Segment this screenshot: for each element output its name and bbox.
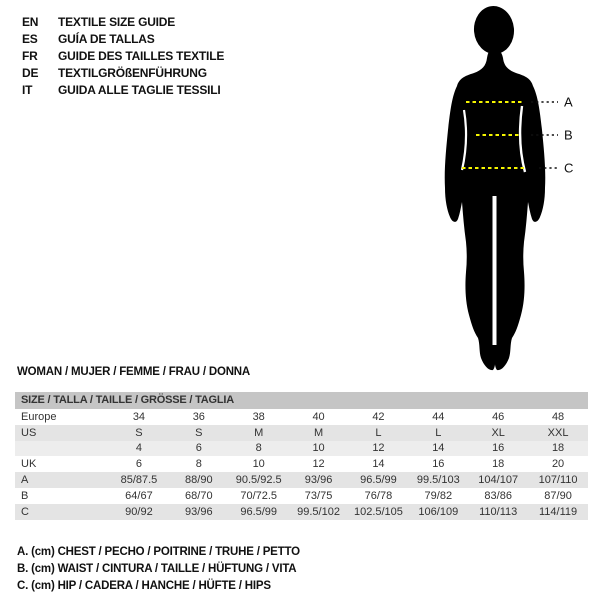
size-value-cell: 90.5/92.5 <box>235 474 282 487</box>
language-code: EN <box>22 14 39 29</box>
size-value-cell: 36 <box>192 410 205 423</box>
size-value-cell: 64/67 <box>125 489 153 502</box>
table-row <box>15 488 588 504</box>
legend-row: B. (cm) WAIST / CINTURA / TAILLE / HÜFTUNG / VITA <box>17 563 297 575</box>
size-value-cell: S <box>135 426 143 439</box>
size-value-cell: M <box>254 426 264 439</box>
language-row <box>22 47 224 64</box>
size-value-cell: M <box>313 426 324 439</box>
size-value-cell: 68/70 <box>185 489 213 502</box>
row-label: A <box>21 474 29 487</box>
size-table <box>15 392 588 520</box>
size-value-cell: 10 <box>252 458 265 471</box>
woman-silhouette-figure <box>400 0 600 390</box>
size-value-cell: XL <box>491 426 505 439</box>
size-value-cell: 73/75 <box>304 489 333 502</box>
language-row <box>22 30 224 47</box>
size-value-cell: 106/109 <box>418 505 459 518</box>
language-code: DE <box>22 65 39 80</box>
size-table-header: SIZE / TALLA / TAILLE / GRÖSSE / TAGLIA <box>15 392 588 409</box>
size-value-cell: 102.5/105 <box>353 505 403 518</box>
size-value-cell: 88/90 <box>185 474 213 487</box>
size-value-cell: S <box>195 426 203 439</box>
guide-title-text: TEXTILE SIZE GUIDE <box>58 14 176 29</box>
size-value-cell: 14 <box>432 442 445 455</box>
size-value-cell: 76/78 <box>364 489 393 502</box>
woman-silhouette <box>445 4 546 370</box>
row-label: UK <box>21 458 37 471</box>
size-value-cell: 18 <box>492 458 505 471</box>
row-label: US <box>21 426 37 439</box>
size-value-cell: 38 <box>252 410 265 423</box>
size-value-cell: 40 <box>312 410 325 423</box>
size-value-cell: 93/96 <box>304 474 333 487</box>
legend-row: C. (cm) HIP / CADERA / HANCHE / HÜFTE / HIPS <box>17 580 271 592</box>
size-value-cell: 87/90 <box>544 489 572 502</box>
size-value-cell: 12 <box>312 458 325 471</box>
row-label: B <box>21 489 29 502</box>
size-value-cell: 16 <box>432 458 445 471</box>
size-value-cell: 34 <box>132 410 146 423</box>
size-value-cell: L <box>375 426 382 439</box>
silhouette-head <box>472 4 516 55</box>
size-value-cell: 44 <box>432 410 445 423</box>
size-value-cell: 6 <box>195 442 202 455</box>
marker-label: B <box>564 127 573 143</box>
table-row <box>15 441 588 457</box>
guide-title-text: TEXTILGRÖßENFÜHRUNG <box>58 65 207 80</box>
language-code: ES <box>22 31 38 46</box>
language-code: FR <box>22 48 38 63</box>
gender-section-title: WOMAN / MUJER / FEMME / FRAU / DONNA <box>17 366 251 378</box>
table-row <box>15 425 588 441</box>
language-code: IT <box>22 82 33 97</box>
size-value-cell: 48 <box>551 410 565 423</box>
marker-label: C <box>564 160 574 176</box>
size-value-cell: 16 <box>492 442 505 455</box>
size-value-cell: 4 <box>135 442 142 455</box>
size-value-cell: 99.5/102 <box>297 505 340 518</box>
guide-title-text: GUIDE DES TAILLES TEXTILE <box>58 48 225 63</box>
size-value-cell: 85/87.5 <box>120 474 158 487</box>
size-value-cell: 14 <box>372 458 385 471</box>
size-value-cell: 96.5/99 <box>360 474 397 487</box>
size-value-cell: 96.5/99 <box>240 505 278 518</box>
size-value-cell: 18 <box>551 442 565 455</box>
table-row <box>15 456 588 472</box>
language-row <box>22 81 224 98</box>
size-value-cell: 70/72.5 <box>240 489 278 502</box>
size-table-rows <box>15 409 588 520</box>
row-label: Europe <box>21 410 57 423</box>
row-label: C <box>21 505 29 518</box>
size-value-cell: XXL <box>547 426 569 439</box>
size-value-cell: 42 <box>372 410 385 423</box>
guide-title-text: GUIDA ALLE TAGLIE TESSILI <box>58 82 221 97</box>
measurement-legend <box>17 544 300 595</box>
guide-title-text: GUÍA DE TALLAS <box>58 31 155 46</box>
size-value-cell: 107/110 <box>538 474 578 487</box>
size-value-cell: 8 <box>195 458 202 471</box>
size-value-cell: 10 <box>312 442 325 455</box>
size-value-cell: 90/92 <box>125 505 153 518</box>
language-row <box>22 64 224 81</box>
size-value-cell: 104/107 <box>478 474 519 487</box>
size-value-cell: 114/119 <box>538 505 578 518</box>
language-row <box>22 13 224 30</box>
size-value-cell: 79/82 <box>424 489 453 502</box>
marker-label: A <box>564 94 573 110</box>
table-row <box>15 472 588 488</box>
size-value-cell: 110/113 <box>479 505 518 518</box>
size-value-cell: 20 <box>551 458 565 471</box>
size-value-cell: 8 <box>255 442 262 455</box>
table-row <box>15 409 588 425</box>
size-value-cell: 46 <box>492 410 505 423</box>
size-value-cell: 83/86 <box>484 489 512 502</box>
size-value-cell: 99.5/103 <box>416 474 460 487</box>
size-value-cell: 12 <box>372 442 385 455</box>
size-value-cell: 6 <box>135 458 142 471</box>
language-title-list <box>22 13 224 98</box>
legend-row: A. (cm) CHEST / PECHO / POITRINE / TRUHE / PETTO <box>17 546 300 558</box>
size-value-cell: 93/96 <box>185 505 213 518</box>
size-value-cell: L <box>435 426 442 439</box>
table-row <box>15 504 588 520</box>
